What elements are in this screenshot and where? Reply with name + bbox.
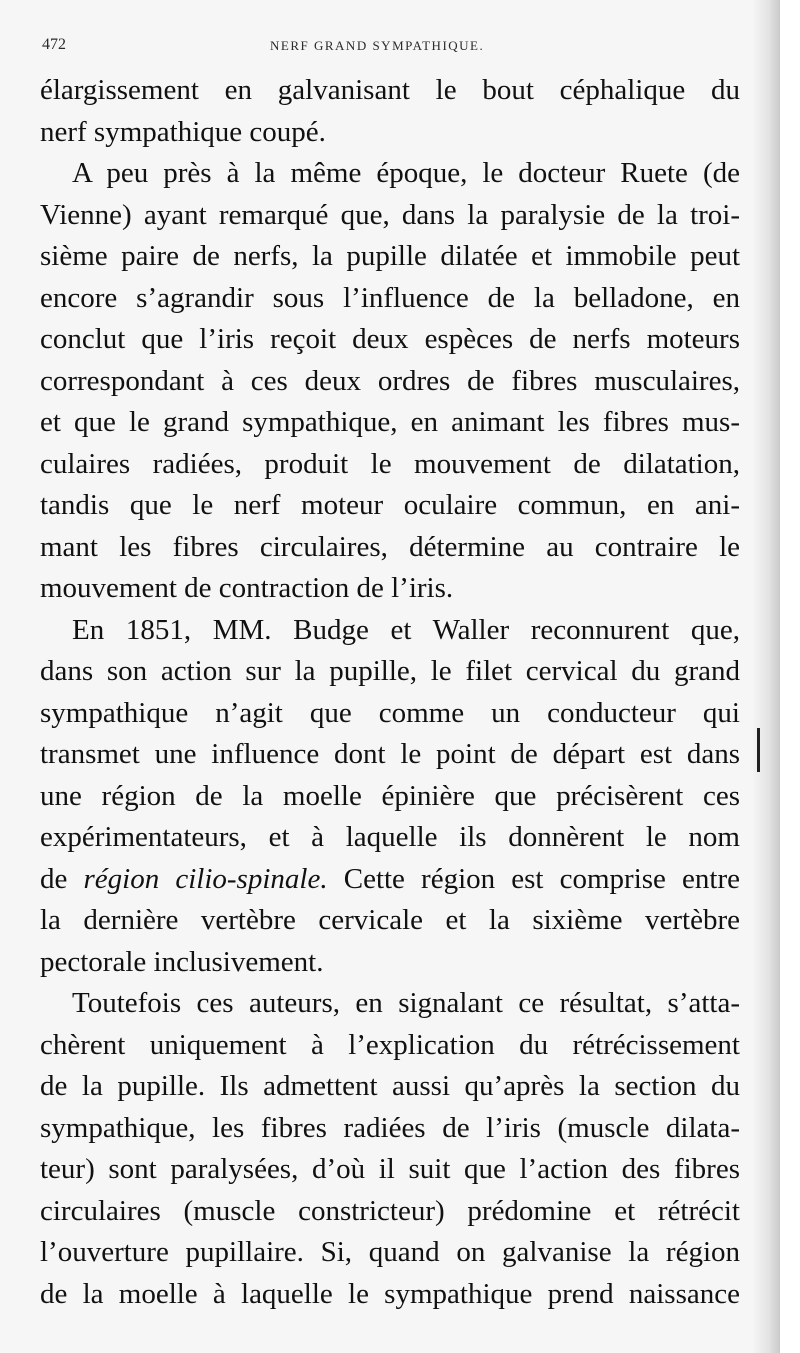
text-line: correspondant à ces deux ordres de fibres musculaires, xyxy=(40,364,740,397)
text-line: Toutefois ces auteurs, en signalant ce résultat, s’atta- xyxy=(72,987,740,1019)
italic-term: région cilio-spinale. xyxy=(83,862,328,895)
text-line: mant les fibres circulaires, détermine au contraire le xyxy=(40,530,740,563)
text-line: culaires radiées, produit le mouvement de dilatation, xyxy=(40,447,740,480)
text-line: la dernière vertèbre cervicale et la sixième vertèbre xyxy=(40,904,740,936)
text-line: conclut que l’iris reçoit deux espèces de nerfs moteurs xyxy=(40,323,740,355)
text-span: de xyxy=(40,862,84,895)
text-line: élargissement en galvanisant le bout céphalique du xyxy=(40,74,740,106)
text-line: l’ouverture pupillaire. Si, quand on galvanise la région xyxy=(40,1236,740,1268)
text-line: teur) sont paralysées, d’où il suit que l’action des fibres xyxy=(40,1153,740,1185)
text-line: une région de la moelle épinière que précisèrent ces xyxy=(40,779,740,812)
text-line: de la pupille. Ils admettent aussi qu’après la section du xyxy=(40,1070,740,1102)
text-line: sympathique n’agit que comme un conducteur qui xyxy=(40,696,740,729)
margin-mark xyxy=(757,728,760,772)
text-line: encore s’agrandir sous l’influence de la belladone, en xyxy=(40,281,740,314)
text-line: chèrent uniquement à l’explication du rétrécissement xyxy=(40,1028,740,1061)
text-line: sympathique, les fibres radiées de l’iris (muscle dilata- xyxy=(40,1111,740,1144)
text-line: expérimentateurs, et à laquelle ils donnèrent le nom xyxy=(40,821,740,853)
text-line: mouvement de contraction de l’iris. xyxy=(40,572,454,604)
text-line: sième paire de nerfs, la pupille dilatée et immobile peut xyxy=(40,240,740,272)
text-line: et que le grand sympathique, en animant les fibres mus- xyxy=(40,406,740,438)
text-line: A peu près à la même époque, le docteur Ruete (de xyxy=(72,157,740,189)
text-line xyxy=(40,859,740,901)
text-line: Vienne) ayant remarqué que, dans la paralysie de la troi- xyxy=(40,198,740,231)
text-line: transmet une influence dont le point de départ est dans xyxy=(40,738,740,770)
text-line: pectorale inclusivement. xyxy=(40,945,324,978)
text-line: tandis que le nerf moteur oculaire commun, en ani- xyxy=(40,489,740,521)
body-text xyxy=(40,70,740,1315)
page-number: 472 xyxy=(42,36,66,53)
running-title: NERF GRAND SYMPATHIQUE. xyxy=(270,38,485,53)
text-span: Cette région est comprise entre xyxy=(327,862,740,895)
text-line: de la moelle à laquelle le sympathique prend naissance xyxy=(40,1277,740,1310)
running-head xyxy=(40,36,740,56)
text-line: circulaires (muscle constricteur) prédomine et rétrécit xyxy=(40,1194,740,1227)
text-line: dans son action sur la pupille, le filet cervical du grand xyxy=(40,655,740,687)
text-line: En 1851, MM. Budge et Waller reconnurent que, xyxy=(72,613,740,646)
text-line: nerf sympathique coupé. xyxy=(40,115,326,148)
